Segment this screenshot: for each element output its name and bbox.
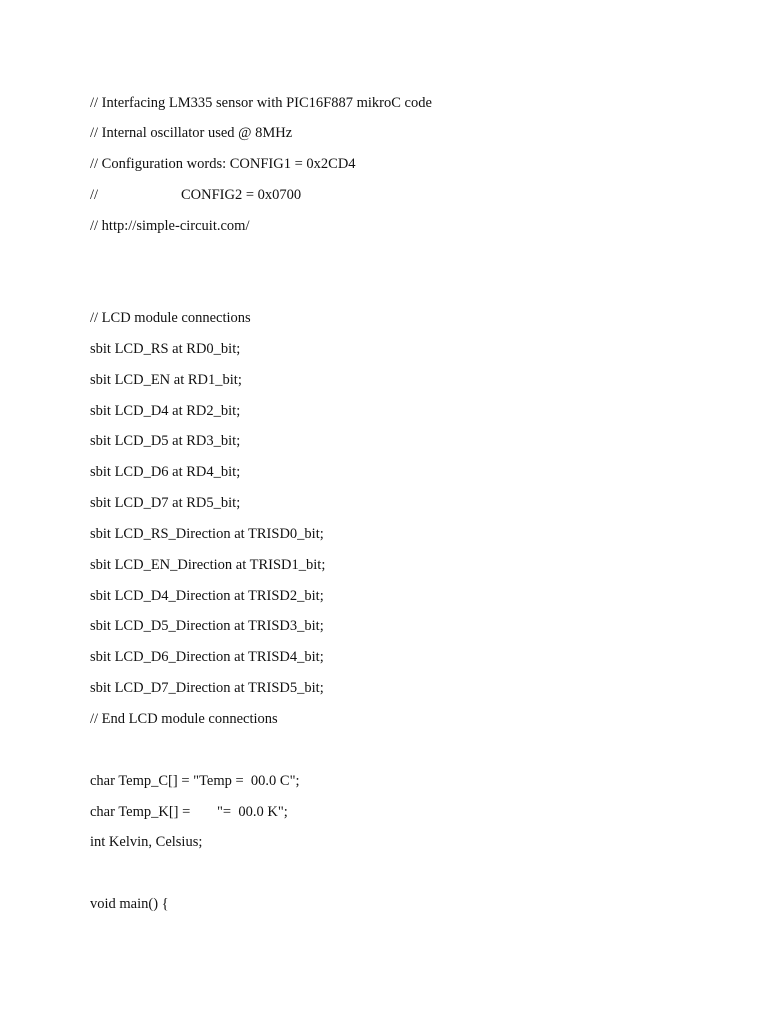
code-line: sbit LCD_EN at RD1_bit; [90, 372, 242, 388]
code-line: sbit LCD_D5_Direction at TRISD3_bit; [90, 618, 324, 634]
code-line: // Internal oscillator used @ 8MHz [90, 125, 293, 141]
code-line: "= 00.0 K"; [217, 804, 288, 820]
code-line: // Interfacing LM335 sensor with PIC16F887 mikroC code [90, 95, 432, 111]
code-line: sbit LCD_D6_Direction at TRISD4_bit; [90, 649, 324, 665]
code-line: sbit LCD_RS_Direction at TRISD0_bit; [90, 526, 324, 542]
code-line: // [90, 187, 99, 203]
code-line: // Configuration words: CONFIG1 = 0x2CD4 [90, 156, 356, 172]
code-line: sbit LCD_D4 at RD2_bit; [90, 403, 241, 419]
code-line: sbit LCD_D7_Direction at TRISD5_bit; [90, 680, 324, 696]
code-line: sbit LCD_D5 at RD3_bit; [90, 433, 241, 449]
code-line: sbit LCD_D4_Direction at TRISD2_bit; [90, 588, 324, 604]
code-line: sbit LCD_D7 at RD5_bit; [90, 495, 241, 511]
code-line: void main() { [90, 896, 169, 912]
code-line: char Temp_C[] = "Temp = 00.0 C"; [90, 773, 300, 789]
code-line: sbit LCD_RS at RD0_bit; [90, 341, 241, 357]
code-line: sbit LCD_D6 at RD4_bit; [90, 464, 241, 480]
code-line: // http://simple-circuit.com/ [90, 218, 250, 234]
code-line: // LCD module connections [90, 310, 251, 326]
code-line: // End LCD module connections [90, 711, 278, 727]
code-line: sbit LCD_EN_Direction at TRISD1_bit; [90, 557, 326, 573]
code-line: CONFIG2 = 0x0700 [181, 187, 302, 203]
code-line: int Kelvin, Celsius; [90, 834, 203, 850]
code-line: char Temp_K[] = [90, 804, 191, 820]
